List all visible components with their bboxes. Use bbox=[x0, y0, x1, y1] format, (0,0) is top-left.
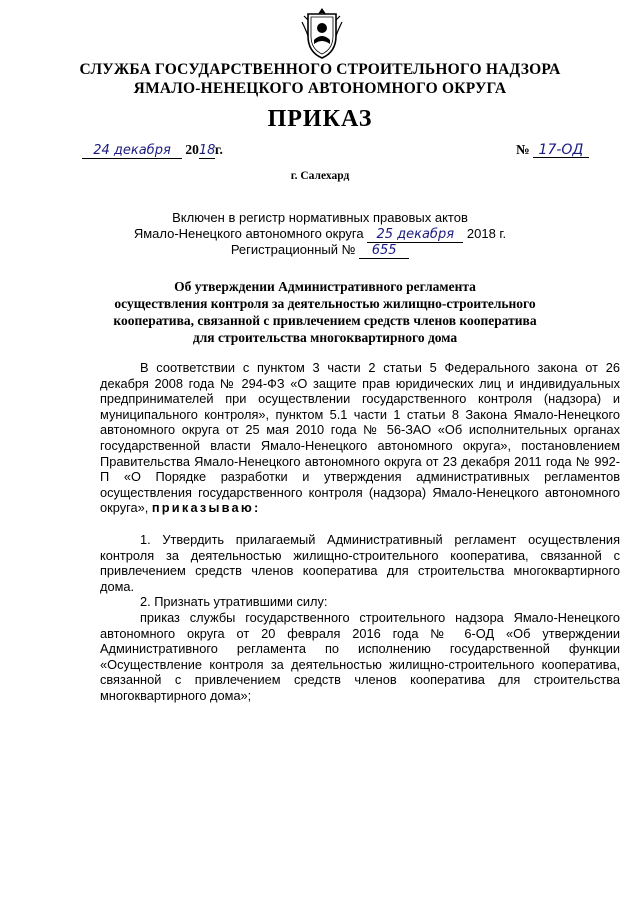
order-items bbox=[100, 532, 620, 704]
org-name-line1: СЛУЖБА ГОСУДАРСТВЕННОГО СТРОИТЕЛЬНОГО НАДЗОРА bbox=[79, 61, 561, 78]
registry-line1: Включен в регистр нормативных правовых актов bbox=[172, 210, 468, 225]
registry-year: 2018 г. bbox=[466, 226, 507, 241]
item-2-sub: приказ службы государственного строительного надзора Ямало-Ненецкого автономного округа от 20 февраля 2016 года № 6-ОД «Об утверждении Административного регламента по исполнению государственной функции «Осуществление контроля за деятельностью жилищно-строительного кооператива, связанной с привлечением средств членов кооператива для строительства многоквартирного дома»; bbox=[100, 609, 620, 703]
doc-title-line2: осуществления контроля за деятельностью жилищно-строительного bbox=[114, 296, 536, 311]
order-word: приказываю: bbox=[151, 500, 261, 516]
date-day-month: 24 декабря bbox=[82, 144, 182, 159]
city: г. Салехард bbox=[290, 170, 350, 182]
number-handwritten: 17-ОД bbox=[533, 143, 589, 158]
registry-line3 bbox=[0, 242, 640, 259]
org-name-line2: ЯМАЛО-НЕНЕЦКОГО АВТОНОМНОГО ОКРУГА bbox=[133, 80, 507, 97]
registry-number: 655 bbox=[359, 244, 409, 259]
registry-line2 bbox=[0, 226, 640, 243]
preamble bbox=[100, 360, 620, 516]
coat-of-arms-icon bbox=[300, 6, 344, 60]
registry-date: 25 декабря bbox=[367, 228, 463, 243]
registry-number-label: Регистрационный № bbox=[230, 242, 356, 257]
doc-title-line3: кооператива, связанной с привлечением средств членов кооператива bbox=[113, 313, 537, 328]
document-title bbox=[80, 278, 570, 346]
order-number bbox=[516, 142, 589, 158]
date-year: 18 bbox=[198, 143, 216, 158]
doc-title-line4: для строительства многоквартирного дома bbox=[192, 330, 458, 345]
page-title: ПРИКАЗ bbox=[267, 106, 373, 132]
date-year-suffix: г. bbox=[214, 142, 223, 157]
order-date bbox=[82, 142, 223, 159]
doc-title-line1: Об утверждении Административного регламента bbox=[174, 279, 476, 294]
item-2: 2. Признать утратившими силу: bbox=[140, 594, 328, 610]
number-prefix: № bbox=[516, 142, 530, 157]
preamble-text: В соответствии с пунктом 3 части 2 статьи 5 Федерального закона от 26 декабря 2008 года № 294-ФЗ «О защите прав юридических лиц и индивидуальных предпринимателей при осуществлении государственного контроля (надзора) и муниципального контроля», пунктом 5.1 части 1 статьи 8 Закона Ямало-Ненецкого автономного округа от 25 мая 2010 года № 56-ЗАО «Об исполнительных органах государственной власти Ямало-Ненецкого автономного округа», постановлением Правительства Ямало-Ненецкого автономного округа от 23 декабря 2011 года № 992-П «О Порядке разработки и утверждения административных регламентов осуществления государственного контроля (надзора) Ямало-Ненецкого автономного округа», bbox=[100, 360, 620, 516]
date-year-prefix: 20 bbox=[185, 142, 199, 157]
item-1: 1. Утвердить прилагаемый Административный регламент осуществления контроля за деятельностью жилищно-строительного кооператива, связанной с привлечением средств членов кооператива для строительства многоквартирного дома. bbox=[100, 532, 620, 594]
registry-region: Ямало-Ненецкого автономного округа bbox=[133, 226, 364, 241]
